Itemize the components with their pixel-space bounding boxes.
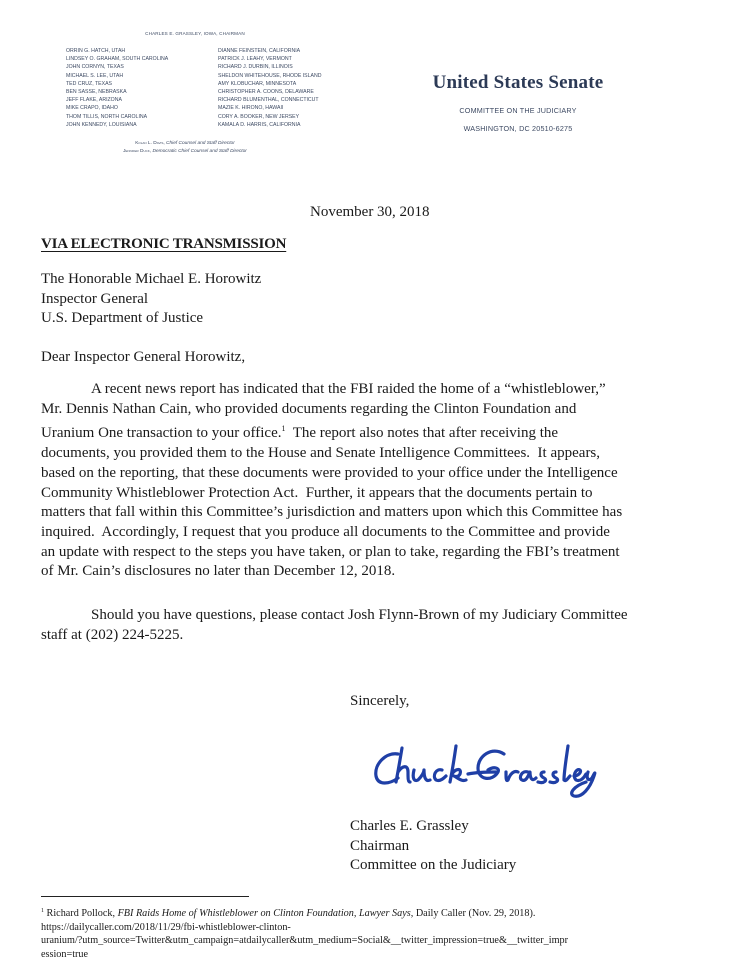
staff-directors xyxy=(60,140,310,156)
footnote: $^1$ Richard Pollock, FBI Raids Home of Whistleblower on Clinton Foundation, Lawyer Says, Daily Caller (Nov. 29, 2018). https://dailycaller.com/2018/11/29/fbi-whistleblower-clinton- uranium/?utm_source=Twitter&utm_campaign=atdailycaller&utm_medium=Social&__twitter_impression=true&__twitter_impr ession=true xyxy=(41,905,731,961)
cited-article-title: FBI Raids Home of Whistleblower on Clinton Foundation, Lawyer Says, xyxy=(117,908,414,919)
committee-address: WASHINGTON, DC 20510-6275 xyxy=(463,124,573,133)
member-name: CORY A. BOOKER, NEW JERSEY xyxy=(218,113,300,120)
committee-name: COMMITTEE ON THE JUDICIARY xyxy=(459,106,577,115)
footnote-url[interactable]: ession=true xyxy=(41,948,89,960)
closing: Sincerely, xyxy=(350,693,410,709)
member-name: JEFF FLAKE, ARIZONA xyxy=(66,97,122,104)
member-name: SHELDON WHITEHOUSE, RHODE ISLAND xyxy=(218,72,322,79)
signer-block xyxy=(350,817,516,876)
signer-name: Charles E. Grassley xyxy=(350,818,469,834)
staff-line: Jennifer Duck, Democratic Chief Counsel and Staff Director xyxy=(123,149,247,154)
recipient-line: Inspector General xyxy=(41,290,149,307)
footnote-divider xyxy=(41,896,249,897)
member-name: MIKE CRAPO, IDAHO xyxy=(66,105,118,112)
footnote-reference[interactable]: 1 xyxy=(281,424,286,434)
member-name: TED CRUZ, TEXAS xyxy=(66,80,113,87)
footnote-url[interactable]: uranium/?utm_source=Twitter&utm_campaign=atdailycaller&utm_medium=Social&__twitter_impression=true&__twitter_impr xyxy=(41,935,568,946)
senate-title: United States Senate xyxy=(432,72,604,93)
recipient-address xyxy=(41,270,261,329)
signature-image xyxy=(368,742,598,802)
staff-line: Kolan L. Davis, Chief Counsel and Staff Director xyxy=(135,141,235,146)
signature-icon xyxy=(368,742,598,802)
majority-members-list xyxy=(66,47,168,129)
signer-committee: Committee on the Judiciary xyxy=(350,857,517,873)
member-name: PATRICK J. LEAHY, VERMONT xyxy=(218,56,292,63)
letterhead xyxy=(0,0,750,170)
member-name: MAZIE K. HIRONO, HAWAII xyxy=(218,105,284,112)
signer-title: Chairman xyxy=(350,837,410,854)
member-name: MICHAEL S. LEE, UTAH xyxy=(66,72,124,79)
recipient-line: U.S. Department of Justice xyxy=(41,310,204,326)
member-name: RICHARD BLUMENTHAL, CONNECTICUT xyxy=(218,97,319,104)
body-paragraph-2: Should you have questions, please contact Josh Flynn-Brown of my Judiciary Committee staff at (202) 224-5225. xyxy=(41,607,628,643)
member-name: DIANNE FEINSTEIN, CALIFORNIA xyxy=(218,48,301,54)
letter-date: November 30, 2018 xyxy=(310,204,430,220)
member-name: LINDSEY O. GRAHAM, SOUTH CAROLINA xyxy=(66,56,169,63)
member-name: KAMALA D. HARRIS, CALIFORNIA xyxy=(218,121,301,128)
member-name: ORRIN G. HATCH, UTAH xyxy=(66,48,126,54)
member-name: AMY KLOBUCHAR, MINNESOTA xyxy=(218,80,297,87)
member-name: CHRISTOPHER A. COONS, DELAWARE xyxy=(218,89,314,96)
committee-chairman: CHARLES E. GRASSLEY, IOWA, CHAIRMAN xyxy=(145,31,245,36)
member-name: RICHARD J. DURBIN, ILLINOIS xyxy=(218,64,293,71)
member-name: THOM TILLIS, NORTH CAROLINA xyxy=(66,113,148,120)
minority-members-list xyxy=(218,47,321,129)
salutation: Dear Inspector General Horowitz, xyxy=(41,349,246,365)
recipient-line: The Honorable Michael E. Horowitz xyxy=(41,271,262,287)
footnote-url[interactable]: https://dailycaller.com/2018/11/29/fbi-whistleblower-clinton- xyxy=(41,921,291,933)
member-name: BEN SASSE, NEBRASKA xyxy=(66,89,127,96)
member-name: JOHN CORNYN, TEXAS xyxy=(66,64,124,71)
member-name: JOHN KENNEDY, LOUISIANA xyxy=(66,121,137,128)
body-paragraph-1: A recent news report has indicated that the FBI raided the home of a “whistleblower,” Mr. Dennis Nathan Cain, who provided documents regarding the Clinton Foundation and Uranium One transaction to your office.$^1$ The report also notes that after receiving the documents, you provided them to the House and Senate Intelligence Committees. It appears, based on the reporting, that these documents were provided to your office under the Intelligence Community Whistleblower Protection Act. Further, it appears that the documents pertain to matters that fall within this Committee’s jurisdiction and matters upon which this Committee has inquired. Accordingly, I request that you produce all documents to the Committee and provide an update with respect to the steps you have taken, or plan to take, regarding the FBI’s treatment of Mr. Cain’s disclosures no later than December 12, 2018. xyxy=(41,381,623,580)
delivery-method: VIA ELECTRONIC TRANSMISSION xyxy=(41,236,287,252)
